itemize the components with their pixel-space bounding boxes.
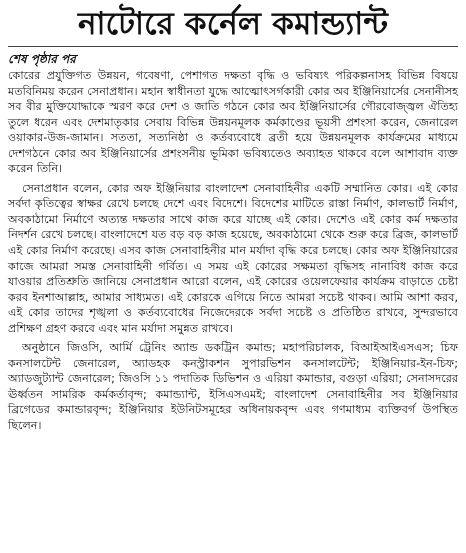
headline-rule [8,46,458,47]
headline: নাটোরে কর্নেল কমান্ড্যান্ট [77,6,389,42]
continued-from-label: শেষ পৃষ্ঠার পর [8,52,76,66]
paragraph-3: অনুষ্ঠানে জিওসি, আর্মি ট্রেনিং অ্যান্ড ডকট্রিন কমান্ড; মহাপরিচালক, বিআইআইএসএস; চিফ কনসালটেন্ট জেনারেল, অ্যাডহক কনস্ট্রাকশন সুপারভিশন কনসালটেন্ট; ইঞ্জিনিয়ার-ইন-চিফ; অ্যাডজুট্যান্ট জেনারেল; জিওসি ১১ পদাতিক ডিভিশন ও এরিয়া কমান্ডার, বগুড়া এরিয়া; সেনাসদরের ঊর্ধ্বতন সামরিক কর্মকর্তাবৃন্দ; কমান্ড্যান্ট, ইসিএসএমই; বাংলাদেশ সেনাবাহিনীর সব ইঞ্জিনিয়ার ব্রিগেডের কমান্ডারবৃন্দ; ইঞ্জিনিয়ার ইউনিটসমূহের অধিনায়কবৃন্দ এবং গণমাধ্যম ব্যক্তিবর্গ উপস্থিত ছিলেন। [8,341,458,433]
article-body [8,68,458,434]
paragraph-1: কোরের প্রযুক্তিগত উন্নয়ন, গবেষণা, পেশাগত দক্ষতা বৃদ্ধি ও ভবিষ্যৎ পরিকল্পনাসহ বিভিন্ন বিষয়ে মতবিনিময় করেন সেনাপ্রধান। মহান স্বাধীনতা যুদ্ধে আত্মোৎসর্গকারী কোর অব ইঞ্জিনিয়ার্সের সেনানীসহ সব বীর মুক্তিযোদ্ধাকে স্মরণ করে দেশ ও জাতি গঠনে কোর অব ইঞ্জিনিয়ার্সের গৌরবোজ্জ্বল ঐতিহ্য তুলে ধরেন এবং দেশমাতৃকার সেবায় বিভিন্ন উন্নয়নমূলক কর্মকাণ্ডের ভূয়সী প্রশংসা করেন, জেনারেল ওয়াকার-উজ-জামান। সততা, সত্যনিষ্ঠা ও কর্তব্যবোধে ব্রতী হয়ে উন্নয়নমূলক কার্যক্রমের মাধ্যমে দেশগঠনে কোর অব ইঞ্জিনিয়ার্সের প্রশংসনীয় ভূমিকা ভবিষ্যতেও অব্যাহত থাকবে বলে আশাবাদ ব্যক্ত করেন তিনি। [8,69,458,176]
paragraph-2: সেনাপ্রধান বলেন, কোর অফ ইঞ্জিনিয়ার বাংলাদেশ সেনাবাহিনীর একটি সম্মানিত কোর। এই কোর সর্বদা কৃতিত্বের স্বাক্ষর রেখে চলছে দেশে এবং বিদেশে। বিদেশের মাটিতে রাস্তা নির্মাণ, কালভার্ট নির্মাণ, অবকাঠামো নির্মাণে অত্যন্ত দক্ষতার সাথে কাজ করে যাচ্ছে এই কোর। দেশেও এই কোর কর্ম দক্ষতার নিদর্শন রেখে চলছে। বাংলাদেশে যত বড় বড় কাজ হয়েছে, অবকাঠামো থেকে শুরু করে ব্রিজ, কালভার্ট এই কোর নির্মাণ করেছে। এসব কাজ সেনাবাহিনীর মান মর্যাদা বৃদ্ধি করে চলছে। কোর অফ ইঞ্জিনিয়ারের কাজে আমরা সমস্ত সেনাবাহিনী গর্বিত। এ সময় এই কোরের সক্ষমতা বৃদ্ধিসহ নানাবিধ কাজ করে যাওয়ার প্রতিশ্রুতি জানিয়ে সেনাপ্রধান আরো বলেন, এই কোরের ওয়েলফেয়ার কার্যক্রম বাড়াতে চেষ্টা করব ইনশাআল্লাহ, আমার সাধ্যমত। এই কোরকে এগিয়ে নিতে আমরা সচেষ্ট থাকব। আমি আশা করব, এই কোর তাদের শৃঙ্খলা ও কর্তব্যবোধের নিজেদেরকে সর্বদা সচেষ্ট ও প্রতিষ্ঠিত রাখবে, সুন্দরভাবে প্রশিক্ষণ গ্রহণ করবে এবং মান মর্যাদা সমুন্নত রাখবে। [8,181,458,335]
cropped-next-article-edge [0,547,466,553]
